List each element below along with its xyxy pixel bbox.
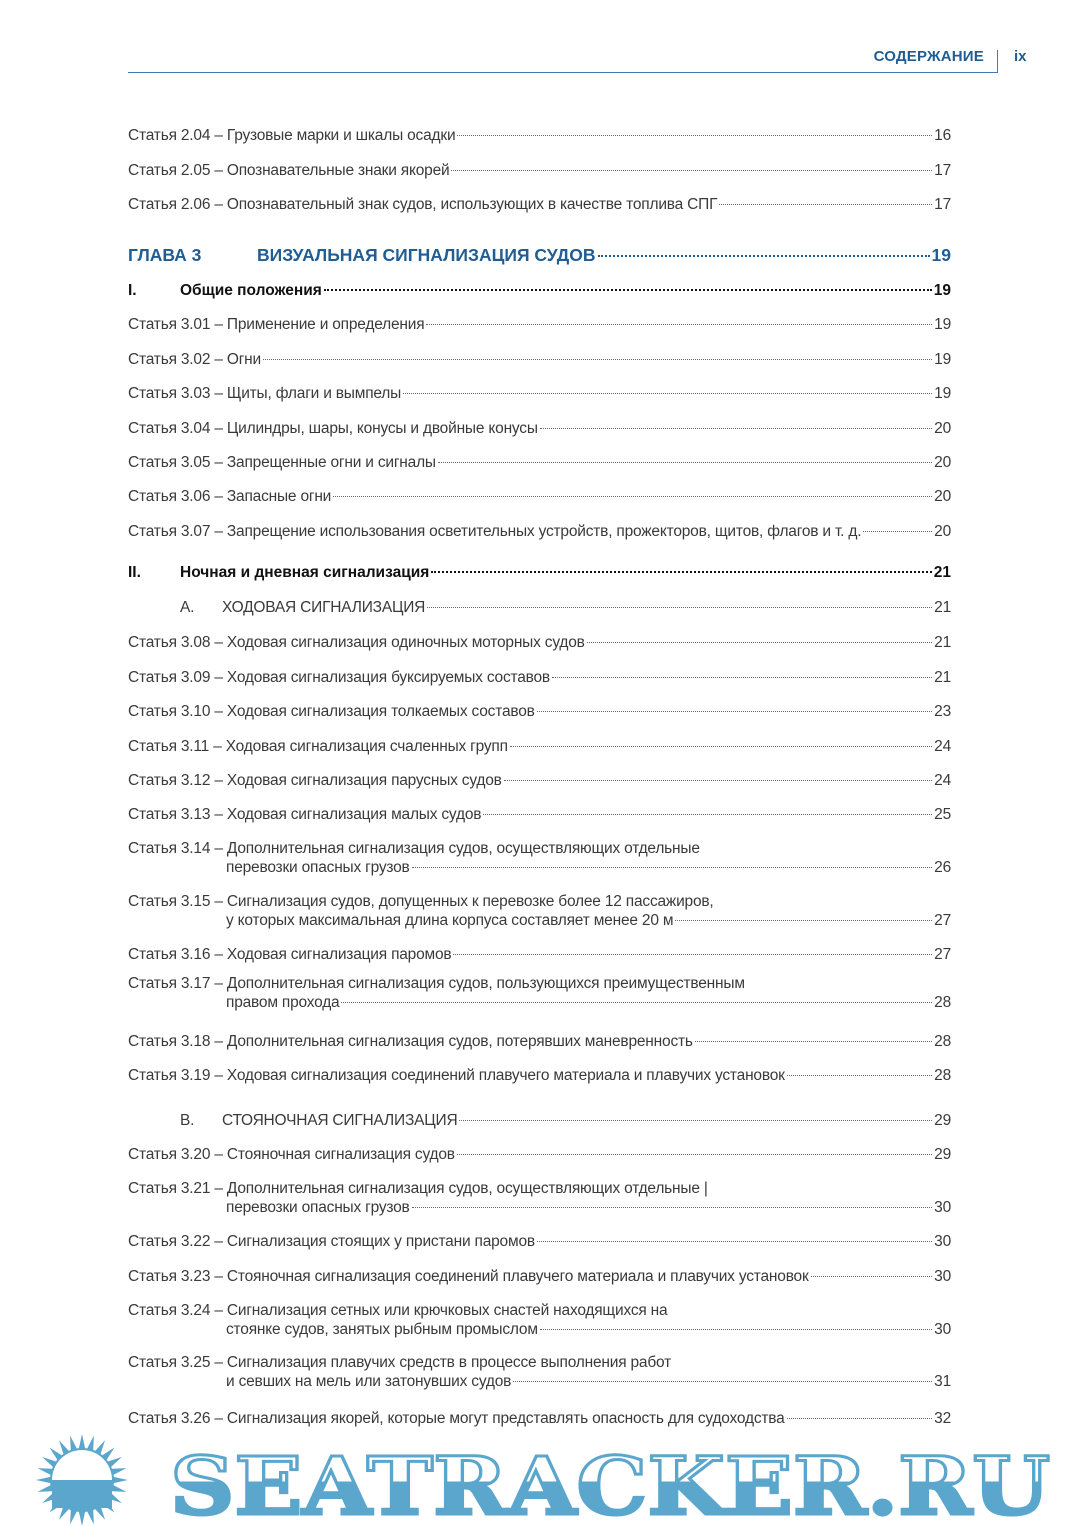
entry-page-number: 28 (934, 994, 951, 1011)
entry-page-number: 21 (933, 564, 951, 581)
entry-page-number: 20 (934, 523, 951, 540)
entry-page-number: 28 (934, 1033, 951, 1050)
dot-leader (403, 393, 932, 394)
entry-page-number: 21 (934, 599, 951, 616)
entry-title: ВИЗУАЛЬНАЯ СИГНАЛИЗАЦИЯ СУДОВ (257, 245, 596, 265)
dot-leader (412, 867, 933, 868)
toc-article-entry[interactable] (128, 419, 951, 438)
entry-title: Статья 3.11 – Ходовая сигнализация счаленных групп (128, 738, 508, 755)
toc-article-entry[interactable] (128, 1409, 951, 1428)
dot-leader (510, 746, 932, 747)
dot-leader (324, 289, 932, 291)
toc-article-entry[interactable] (128, 1232, 951, 1251)
entry-page-number: 24 (934, 772, 951, 789)
toc-article-entry[interactable] (128, 161, 951, 180)
entry-title-line1: Статья 3.14 – Дополнительная сигнализация судов, осуществляющих отдельные (128, 840, 700, 857)
dot-leader (513, 1381, 932, 1382)
toc-article-entry[interactable] (128, 1066, 951, 1085)
entry-page-number: 30 (934, 1321, 951, 1338)
toc-article-entry[interactable] (128, 668, 951, 687)
dot-leader (787, 1075, 932, 1076)
dot-leader (457, 135, 932, 136)
toc-subsection-entry[interactable] (128, 1111, 951, 1130)
header-divider (997, 50, 998, 72)
entry-title: ХОДОВАЯ СИГНАЛИЗАЦИЯ (222, 599, 426, 616)
entry-number: A. (180, 599, 195, 616)
dot-leader (537, 711, 932, 712)
dot-leader (459, 1120, 932, 1121)
entry-title: Статья 2.05 – Опознавательные знаки якорей (128, 162, 450, 179)
entry-title: перевозки опасных грузов (226, 1199, 410, 1216)
entry-title: Статья 3.09 – Ходовая сигнализация буксируемых составов (128, 669, 550, 686)
entry-title: Общие положения (180, 282, 322, 299)
entry-page-number: 27 (934, 946, 951, 963)
entry-page-number: 21 (934, 669, 951, 686)
dot-leader (457, 1154, 932, 1155)
running-header-title: СОДЕРЖАНИЕ (873, 48, 984, 65)
entry-title: Статья 2.06 – Опознавательный знак судов, использующих в качестве топлива СПГ (128, 196, 718, 213)
entry-title: стоянке судов, занятых рыбным промыслом (226, 1321, 538, 1338)
entry-title: Статья 3.18 – Дополнительная сигнализация судов, потерявших маневренность (128, 1033, 693, 1050)
toc-article-entry[interactable] (128, 633, 951, 652)
entry-page-number: 28 (934, 1067, 951, 1084)
entry-title: у которых максимальная длина корпуса составляет менее 20 м (226, 912, 674, 929)
entry-page-number: 20 (934, 420, 951, 437)
dot-leader (811, 1276, 933, 1277)
entry-title: Статья 2.04 – Грузовые марки и шкалы осадки (128, 127, 456, 144)
entry-page-number: 17 (934, 162, 951, 179)
svg-text:SEATRACKER.RU: SEATRACKER.RU (170, 1439, 1050, 1527)
toc-article-entry[interactable] (128, 945, 951, 964)
toc-article-entry[interactable] (128, 892, 951, 930)
entry-number: B. (180, 1112, 195, 1129)
toc-article-entry[interactable] (128, 195, 951, 214)
toc-article-entry[interactable] (128, 350, 951, 369)
dot-leader (431, 571, 931, 573)
entry-page-number: 20 (934, 488, 951, 505)
toc-article-entry[interactable] (128, 1301, 951, 1339)
entry-title: Статья 3.22 – Сигнализация стоящих у пристани паромов (128, 1233, 535, 1250)
dot-leader (695, 1041, 932, 1042)
dot-leader (438, 462, 932, 463)
entry-number: II. (128, 564, 141, 581)
entry-page-number: 29 (934, 1146, 951, 1163)
page-number: ix (1014, 48, 1027, 65)
entry-page-number: 24 (934, 738, 951, 755)
toc-subsection-entry[interactable] (128, 598, 951, 617)
dot-leader (587, 642, 932, 643)
entry-page-number: 27 (934, 912, 951, 929)
entry-title: Статья 3.05 – Запрещенные огни и сигналы (128, 454, 436, 471)
toc-article-entry[interactable] (128, 522, 951, 541)
toc-article-entry[interactable] (128, 702, 951, 721)
toc-article-entry[interactable] (128, 126, 951, 145)
entry-page-number: 26 (934, 859, 951, 876)
dot-leader (504, 780, 932, 781)
dot-leader (552, 677, 932, 678)
entry-title-line1: Статья 3.21 – Дополнительная сигнализация судов, осуществляющих отдельные | (128, 1180, 708, 1197)
entry-title: Статья 3.16 – Ходовая сигнализация паромов (128, 946, 452, 963)
entry-title: Статья 3.07 – Запрещение использования осветительных устройств, прожекторов, щитов, флагов и т. д. (128, 523, 862, 540)
dot-leader (263, 359, 932, 360)
entry-title: правом прохода (226, 994, 340, 1011)
entry-title: Статья 3.03 – Щиты, флаги и вымпелы (128, 385, 402, 402)
dot-leader (598, 255, 930, 257)
entry-title: Статья 3.01 – Применение и определения (128, 316, 425, 333)
dot-leader (333, 496, 932, 497)
entry-title: Статья 3.26 – Сигнализация якорей, которые могут представлять опасность для судоходства (128, 1410, 785, 1427)
entry-title: Статья 3.19 – Ходовая сигнализация соединений плавучего материала и плавучих установок (128, 1067, 785, 1084)
entry-title: перевозки опасных грузов (226, 859, 410, 876)
entry-page-number: 30 (934, 1199, 951, 1216)
entry-page-number: 31 (934, 1373, 951, 1390)
entry-number: I. (128, 282, 137, 299)
entry-title: Ночная и дневная сигнализация (180, 564, 430, 581)
entry-title-line1: Статья 3.17 – Дополнительная сигнализация судов, пользующихся преимущественным (128, 975, 745, 992)
seatracker-watermark (0, 1434, 1080, 1527)
toc-article-entry[interactable] (128, 384, 951, 403)
entry-page-number: 17 (934, 196, 951, 213)
entry-page-number: 30 (934, 1233, 951, 1250)
sun-logo-icon (36, 1434, 128, 1526)
entry-title: Статья 3.12 – Ходовая сигнализация парусных судов (128, 772, 502, 789)
entry-page-number: 32 (934, 1410, 951, 1427)
toc-article-entry[interactable] (128, 839, 951, 877)
entry-title-line1: Статья 3.25 – Сигнализация плавучих средств в процессе выполнения работ (128, 1354, 672, 1371)
toc-article-entry[interactable] (128, 487, 951, 506)
entry-title: Статья 3.08 – Ходовая сигнализация одиночных моторных судов (128, 634, 585, 651)
entry-page-number: 19 (933, 282, 951, 299)
entry-title: Статья 3.23 – Стояночная сигнализация соединений плавучего материала и плавучих установок (128, 1268, 809, 1285)
entry-title: Статья 3.13 – Ходовая сигнализация малых судов (128, 806, 482, 823)
entry-title: Статья 3.06 – Запасные огни (128, 488, 332, 505)
entry-title: и севших на мель или затонувших судов (226, 1373, 512, 1390)
entry-number: ГЛАВА 3 (128, 245, 202, 265)
toc-article-entry[interactable] (128, 1353, 951, 1391)
toc-article-entry[interactable] (128, 453, 951, 472)
dot-leader (426, 324, 932, 325)
dot-leader (427, 607, 932, 608)
entry-title: СТОЯНОЧНАЯ СИГНАЛИЗАЦИЯ (222, 1112, 458, 1129)
entry-page-number: 29 (934, 1112, 951, 1129)
toc-chapter-entry[interactable] (128, 246, 951, 265)
toc-article-entry[interactable] (128, 1267, 951, 1286)
toc-article-entry[interactable] (128, 771, 951, 790)
entry-title: Статья 3.04 – Цилиндры, шары, конусы и двойные конусы (128, 420, 538, 437)
toc-article-entry[interactable] (128, 1179, 951, 1217)
entry-title: Статья 3.02 – Огни (128, 351, 262, 368)
toc-article-entry[interactable] (128, 974, 951, 1012)
toc-article-entry[interactable] (128, 737, 951, 756)
dot-leader (787, 1418, 933, 1419)
header-rule (128, 72, 998, 73)
entry-page-number: 19 (934, 351, 951, 368)
entry-page-number: 30 (934, 1268, 951, 1285)
toc-article-entry[interactable] (128, 315, 951, 334)
toc-section-entry[interactable] (128, 563, 951, 582)
dot-leader (341, 1002, 932, 1003)
toc-article-entry[interactable] (128, 1032, 951, 1051)
entry-page-number: 19 (934, 316, 951, 333)
entry-page-number: 23 (934, 703, 951, 720)
toc-section-entry[interactable] (128, 281, 951, 300)
entry-title: Статья 3.20 – Стояночная сигнализация судов (128, 1146, 455, 1163)
dot-leader (540, 428, 932, 429)
entry-page-number: 21 (934, 634, 951, 651)
entry-page-number: 19 (931, 245, 951, 265)
dot-leader (675, 920, 932, 921)
entry-page-number: 16 (934, 127, 951, 144)
dot-leader (863, 531, 932, 532)
dot-leader (483, 814, 932, 815)
entry-title-line1: Статья 3.24 – Сигнализация сетных или крючковых снастей находящихся на (128, 1302, 668, 1319)
entry-page-number: 19 (934, 385, 951, 402)
dot-leader (537, 1241, 932, 1242)
dot-leader (719, 204, 932, 205)
entry-page-number: 20 (934, 454, 951, 471)
entry-page-number: 25 (934, 806, 951, 823)
toc-article-entry[interactable] (128, 805, 951, 824)
dot-leader (540, 1329, 932, 1330)
entry-title-line1: Статья 3.15 – Сигнализация судов, допущенных к перевозке более 12 пассажиров, (128, 893, 714, 910)
dot-leader (453, 954, 932, 955)
dot-leader (412, 1207, 933, 1208)
entry-title: Статья 3.10 – Ходовая сигнализация толкаемых составов (128, 703, 535, 720)
dot-leader (451, 170, 932, 171)
toc-article-entry[interactable] (128, 1145, 951, 1164)
